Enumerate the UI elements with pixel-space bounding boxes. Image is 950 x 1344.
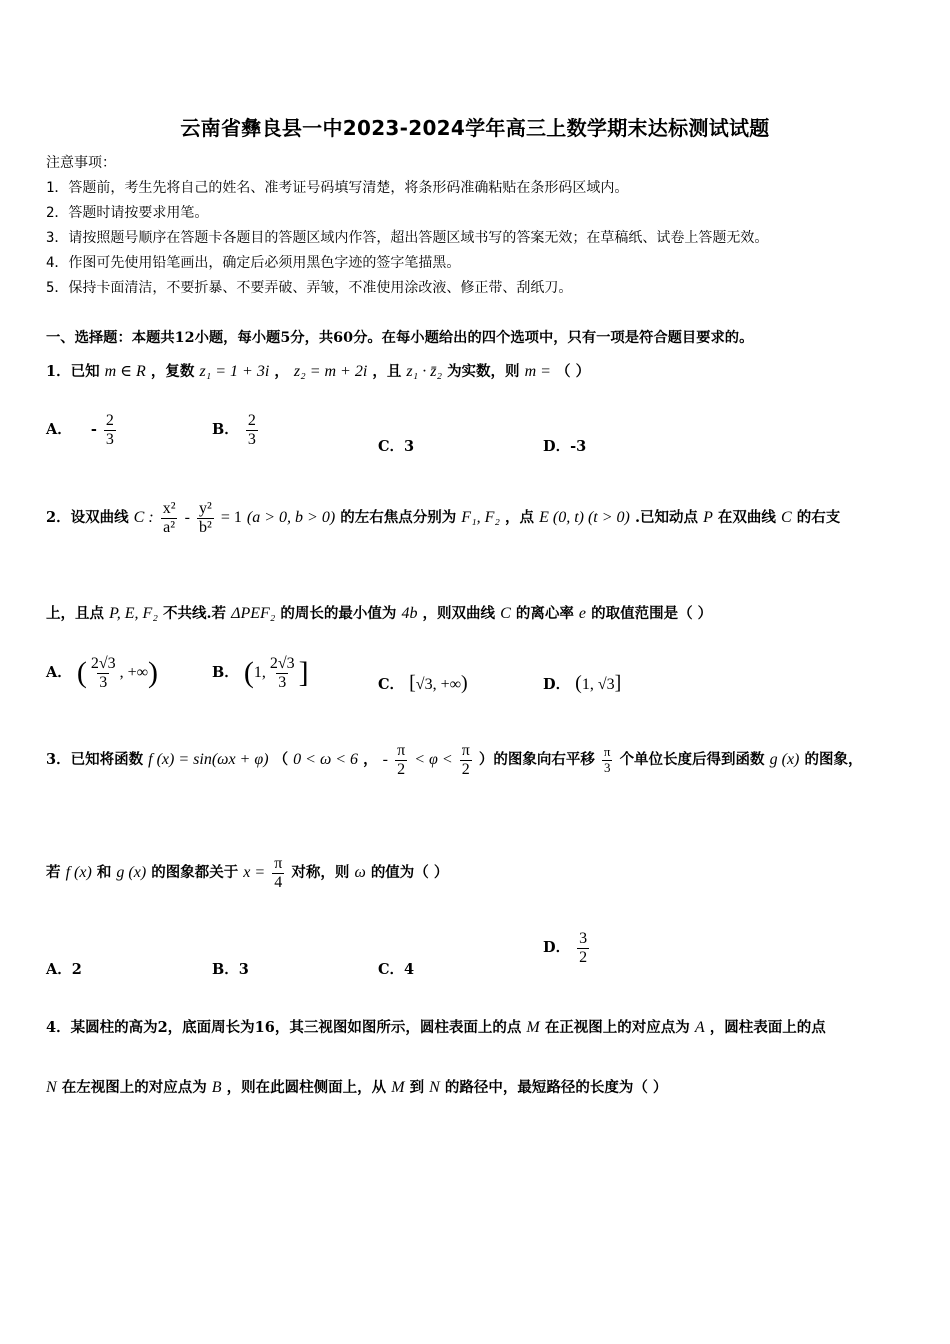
- q2-math-4b: 4b: [401, 605, 418, 622]
- question-3-stem: [46, 742, 862, 778]
- q2-math-points: P, E, F₂: [109, 605, 158, 622]
- q2-option-c[interactable]: C． [√3, +∞): [378, 672, 468, 694]
- q3-math-omega: ω: [354, 864, 366, 882]
- q2-text: ，点: [505, 509, 535, 527]
- question-4-stem-line2: [46, 1076, 667, 1097]
- q2-math-minus: -: [184, 509, 190, 527]
- q2-math-foci: F₁, F₂: [461, 509, 500, 527]
- q4-text: 的路径中，最短路径的长度为（ ）: [444, 1079, 668, 1096]
- q3-math-omega-range: 0 < ω < 6: [293, 751, 359, 769]
- q3-math-minus: -: [382, 751, 388, 769]
- fraction: $\frac{2}{3}$: [105, 412, 114, 448]
- fraction: $\frac{\text{x²}}{\text{a²}}$: [162, 500, 176, 536]
- q3-text: 的值为（ ）: [370, 864, 449, 882]
- q3-math-phi: < φ <: [414, 751, 453, 769]
- q2-math-c: C: [500, 605, 511, 622]
- q2-math-triangle: ΔPEF₂: [231, 605, 276, 622]
- q3-text: （: [273, 751, 289, 769]
- q1-option-d[interactable]: D．-3: [543, 438, 587, 455]
- q2-math-eq: = 1: [220, 509, 242, 527]
- q1-text: 为实数，则: [447, 363, 520, 380]
- note-item: 3．请按照题号顺序在答题卡各题目的答题区域内作答，超出答题区域书写的答案无效；在草稿纸、试卷上答题无效。: [46, 230, 769, 246]
- q2-text: 的周长的最小值为: [280, 605, 397, 622]
- q3-math-g: g (x): [769, 751, 800, 769]
- q4-math-m: M: [526, 1019, 540, 1036]
- q3-option-a[interactable]: A．2: [46, 961, 82, 978]
- option-math: 1, √3: [581, 676, 615, 693]
- fraction: $\frac{\pi}{2}$: [461, 742, 470, 778]
- note-item: 4．作图可先使用铅笔画出，确定后必须用黑色字迹的签字笔描黑。: [46, 255, 461, 271]
- question-2-stem: [46, 500, 840, 536]
- q4-math-m: M: [391, 1079, 405, 1096]
- q4-math-n: N: [429, 1079, 440, 1096]
- q4-text: 在正视图上的对应点为: [544, 1019, 690, 1036]
- q2-text: 的离心率: [515, 605, 574, 622]
- q2-text: 2．设双曲线: [46, 509, 129, 527]
- note-item: 5．保持卡面清洁，不要折暴、不要弄破、弄皱，不准使用涂改液、修正带、刮纸刀。: [46, 280, 573, 296]
- q2-text: 在双曲线: [717, 509, 776, 527]
- q4-math-b: B: [211, 1079, 222, 1096]
- question-1-stem: [46, 360, 590, 381]
- q2-math-e: e: [578, 605, 587, 622]
- q3-text: 若: [46, 864, 61, 882]
- question-3-stem-line2: [46, 855, 448, 891]
- q3-math-fx: f (x): [65, 864, 92, 882]
- option-label: B．: [212, 664, 239, 682]
- q3-option-c[interactable]: C．4: [378, 961, 415, 978]
- q1-text: ，: [274, 363, 289, 380]
- q1-text: 1．已知: [46, 363, 100, 380]
- q1-math-z2: z₂ = m + 2i: [293, 363, 368, 380]
- q2-text: 的右支: [796, 509, 841, 527]
- fraction: $\frac{2}{3}$: [247, 412, 256, 448]
- q1-math-product: z₁ · z̄₂: [406, 363, 442, 380]
- fraction: $\frac{3}{2}$: [579, 930, 588, 966]
- option-label: D．: [543, 939, 571, 957]
- option-label: A．: [46, 421, 72, 439]
- q3-text: 个单位长度后得到函数: [619, 751, 765, 769]
- fraction: $\frac{\pi}{4}$: [274, 855, 283, 891]
- q3-option-d[interactable]: [543, 930, 591, 966]
- q2-text: 不共线.若: [162, 605, 227, 622]
- q2-math-c: C: [780, 509, 792, 527]
- option-label: C．: [378, 676, 405, 693]
- option-sign: -: [90, 421, 97, 439]
- question-4-stem: [46, 1016, 826, 1037]
- q2-option-b[interactable]: B． (1, $\frac{2√3}{3}$ ]: [212, 655, 309, 691]
- q3-text: ，: [363, 751, 378, 769]
- q1-math-z1: z₁ = 1 + 3i: [199, 363, 270, 380]
- q4-text: ，圆柱表面上的点: [709, 1019, 826, 1036]
- q4-text: 4．某圆柱的高为2，底面周长为16，其三视图如图所示，圆柱表面上的点: [46, 1019, 522, 1036]
- q2-text: 上，且点: [46, 605, 104, 622]
- note-item: 1．答题前，考生先将自己的姓名、准考证号码填写清楚，将条形码准确粘贴在条形码区域内。: [46, 180, 629, 196]
- fraction: $\frac{\pi}{2}$: [397, 742, 406, 778]
- q2-math-cond: (a > 0, b > 0): [246, 509, 336, 527]
- q3-text: 的图象，: [804, 751, 863, 769]
- q4-text: ，则在此圆柱侧面上，从: [226, 1079, 387, 1096]
- q4-math-n: N: [46, 1079, 57, 1096]
- q1-blank: （ ）: [556, 363, 591, 380]
- q2-text: ，则双曲线: [422, 605, 496, 622]
- q2-text: .已知动点: [634, 509, 698, 527]
- q1-text: ，复数: [150, 363, 195, 380]
- q2-math-point-e: E (0, t) (t > 0): [539, 509, 630, 527]
- page-title: 云南省彝良县一中2023-2024学年高三上数学期末达标测试试题: [180, 116, 770, 140]
- q3-math-f: f (x) = sin(ωx + φ): [148, 751, 269, 769]
- notes-heading: 注意事项：: [46, 155, 116, 171]
- q1-text: ，且: [372, 363, 402, 380]
- q3-math-xeq: x =: [243, 864, 266, 882]
- fraction: $\frac{2√3}{3}$: [269, 655, 295, 691]
- q3-math-gx: g (x): [116, 864, 147, 882]
- option-math: , +∞: [119, 664, 149, 682]
- q3-text: 3．已知将函数: [46, 751, 144, 769]
- option-label: A．: [46, 664, 72, 682]
- option-math: √3, +∞: [415, 676, 461, 693]
- q1-option-c[interactable]: C．3: [378, 438, 415, 455]
- q2-text: 的取值范围是（ ）: [591, 605, 713, 622]
- q4-math-a: A: [694, 1019, 705, 1036]
- option-math: 1,: [253, 664, 266, 682]
- q2-option-d[interactable]: D． (1, √3]: [543, 672, 622, 694]
- option-label: D．: [543, 676, 571, 693]
- q2-text: 的左右焦点分别为: [340, 509, 457, 527]
- q3-option-b[interactable]: B．3: [212, 961, 249, 978]
- q4-text: 在左视图上的对应点为: [61, 1079, 207, 1096]
- section-heading: 一、选择题：本题共12小题，每小题5分，共60分。在每小题给出的四个选项中，只有一项是符合题目要求的。: [46, 330, 754, 346]
- q2-option-a[interactable]: A． ( $\frac{2√3}{3}$ , +∞): [46, 655, 159, 691]
- q1-option-b[interactable]: [212, 412, 260, 448]
- q3-text: 和: [96, 864, 112, 882]
- q2-math-p: P: [703, 509, 713, 527]
- q3-text: 的图象都关于: [151, 864, 239, 882]
- q1-option-a[interactable]: [46, 412, 118, 448]
- q1-math-m-eq: m =: [524, 363, 551, 380]
- option-label: B．: [212, 421, 239, 439]
- q3-text: ）的图象向右平移: [478, 751, 595, 769]
- q1-math-m: m ∈ R: [104, 363, 146, 380]
- question-2-stem-line2: [46, 602, 712, 623]
- q4-text: 到: [409, 1079, 425, 1096]
- note-item: 2．答题时请按要求用笔。: [46, 205, 209, 221]
- fraction: $\frac{\pi}{3}$: [603, 744, 611, 775]
- q2-math-curve: C :: [133, 509, 154, 527]
- q3-text: 对称，则: [291, 864, 350, 882]
- fraction: $\frac{\text{y²}}{\text{b²}}$: [198, 500, 212, 536]
- fraction: $\frac{2√3}{3}$: [90, 655, 116, 691]
